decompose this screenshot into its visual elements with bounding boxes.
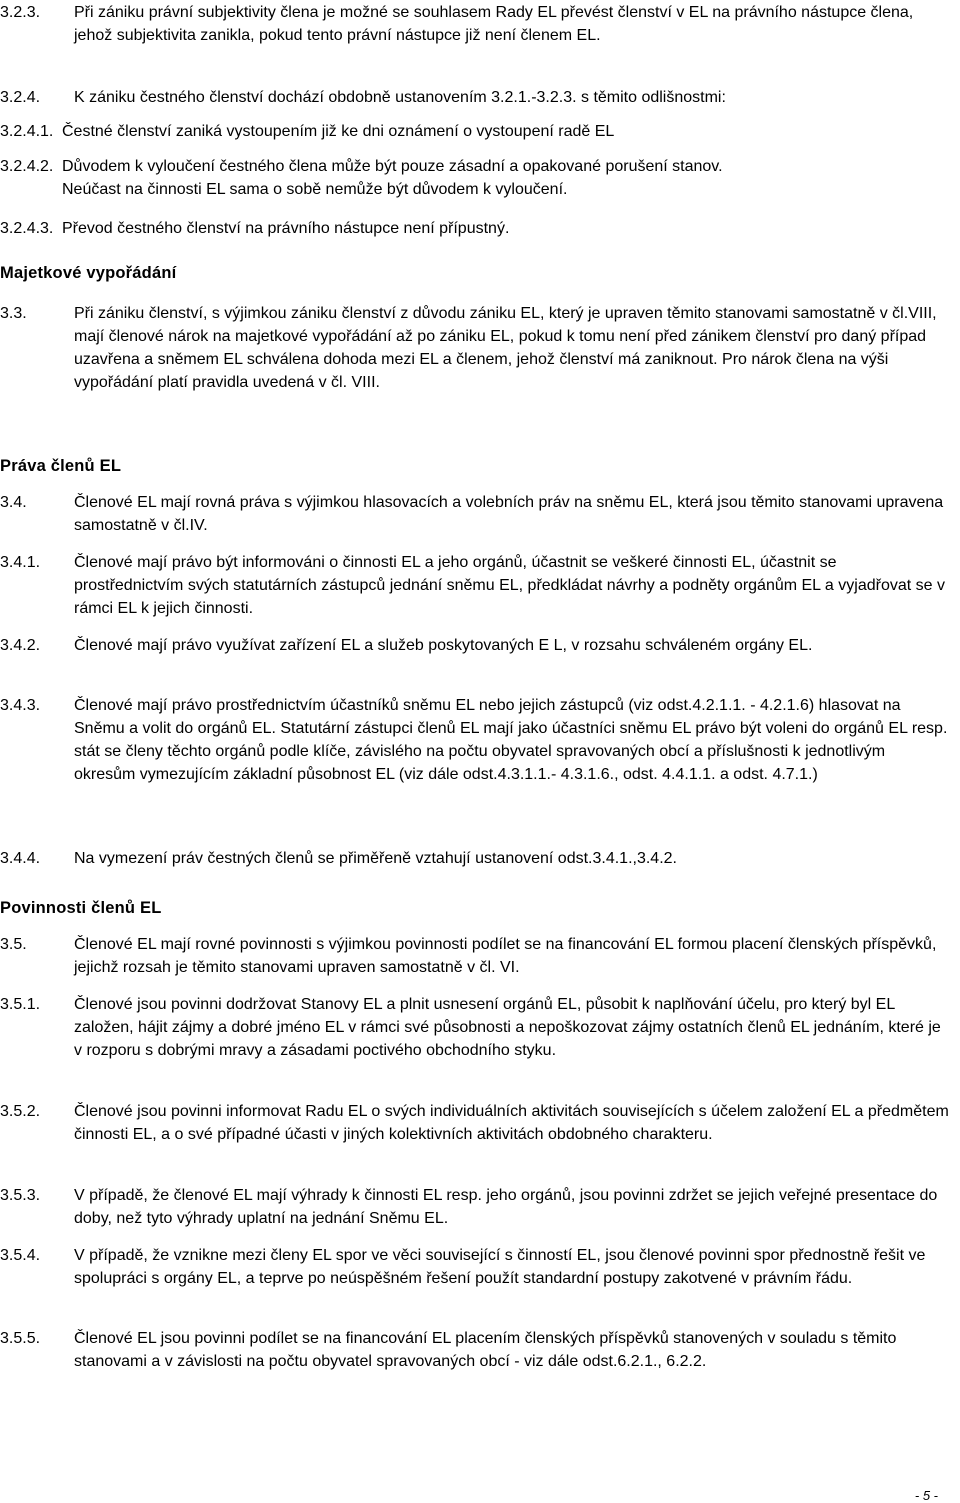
section-heading-povinnosti: Povinnosti členů EL: [0, 899, 162, 917]
section-heading-majetkove: Majetkové vypořádání: [0, 264, 177, 282]
paragraph-number: 3.4.2.: [0, 637, 41, 654]
paragraph-text: Členové mají právo být informováni o činnosti EL a jeho orgánů, účastnit se veškeré činnosti EL, účastnit se prostřednictvím svých statutárních zástupců jednání sněmu EL, předkládat návrhy a podněty orgánům EL a vyjadřovat se v rámci EL k jejich činnosti.: [74, 554, 945, 617]
paragraph-text: Členové EL jsou povinni podílet se na financování EL placením členských příspěvků stanovených v souladu s těmito stanovami a v závislosti na počtu obyvatel spravovaných obcí - viz dále odst.6.2.1., 6.2.2.: [74, 1330, 897, 1370]
paragraph-text: Členové jsou povinni dodržovat Stanovy EL a plnit usnesení orgánů EL, působit k naplňování účelu, pro který byl EL založen, hájit zájmy a dobré jméno EL v rámci své působnosti a nepoškozovat zájmy ostatních členů EL jednáním, které je v rozporu s dobrými mravy a zásadami poctivého obchodního styku.: [74, 996, 941, 1059]
paragraph-number: 3.2.4.: [0, 89, 41, 106]
paragraph-text: Důvodem k vyloučení čestného člena může být pouze zásadní a opakované porušení stanov.: [62, 158, 723, 175]
paragraph-text: Při zániku právní subjektivity člena je možné se souhlasem Rady EL převést členství v EL na právního nástupce člena, jehož subjektivita zanikla, pokud tento právní nástupce již není členem EL.: [74, 4, 914, 44]
paragraph-text: Na vymezení práv čestných členů se přiměřeně vztahují ustanovení odst.3.4.1.,3.4.2.: [74, 850, 677, 867]
paragraph-number: 3.2.4.1.: [0, 123, 54, 140]
paragraph-number: 3.4.3.: [0, 697, 41, 714]
paragraph-number: 3.2.4.2.: [0, 158, 54, 175]
paragraph-number: 3.4.: [0, 494, 27, 511]
paragraph-number: 3.5.4.: [0, 1247, 41, 1264]
paragraph-text: V případě, že vznikne mezi členy EL spor ve věci související s činností EL, jsou členové povinni spor přednostně řešit ve spolupráci s orgány EL, a teprve po neúspěšném řešení použít standardní postupy zakotvené v právním řádu.: [74, 1247, 926, 1287]
paragraph-number: 3.5.5.: [0, 1330, 41, 1347]
paragraph-text: Čestné členství zaniká vystoupením již ke dni oznámení o vystoupení radě EL: [62, 123, 615, 140]
paragraph-text: Převod čestného členství na právního nástupce není přípustný.: [62, 220, 510, 237]
paragraph-number: 3.4.1.: [0, 554, 41, 571]
section-heading-prava: Práva členů EL: [0, 457, 122, 475]
paragraph-number: 3.5.: [0, 936, 27, 953]
page-number: - 5 -: [914, 1488, 938, 1503]
paragraph-number: 3.5.2.: [0, 1103, 41, 1120]
paragraph-text: Při zániku členství, s výjimkou zániku členství z důvodu zániku EL, který je upraven těmito stanovami samostatně v čl.VIII, mají členové nárok na majetkové vypořádání až po zániku EL, pokud k tomu není před zánikem členství pro daný případ uzavřena a sněmem EL schválena dohoda mezi EL a členem, jehož členství má zaniknout. Pro nárok člena na výši vypořádání platí pravidla uvedená v čl. VIII.: [74, 305, 937, 391]
paragraph-text: Členové EL mají rovné povinnosti s výjimkou povinnosti podílet se na financování EL formou placení členských příspěvků, jejichž rozsah je těmito stanovami upraven samostatně v čl. VI.: [74, 936, 937, 976]
paragraph-number: 3.2.4.3.: [0, 220, 54, 237]
paragraph-number: 3.5.3.: [0, 1187, 41, 1204]
paragraph-number: 3.5.1.: [0, 996, 41, 1013]
paragraph-text: Členové mají právo prostřednictvím účastníků sněmu EL nebo jejich zástupců (viz odst.4.2.1.1. - 4.2.1.6) hlasovat na Sněmu a volit do orgánů EL. Statutární zástupci členů EL mají jako účastníci sněmu EL právo být voleni do orgánů EL resp. stát se členy těchto orgánů podle klíče, závislého na počtu obyvatel spravovaných obcí a příslušnosti k jednotlivým okresům vymezujícím základní působnost EL (viz dále odst.4.3.1.1.- 4.3.1.6., odst. 4.4.1.1. a odst. 4.7.1.): [74, 697, 948, 783]
paragraph-number: 3.3.: [0, 305, 27, 322]
paragraph-text-continued: Neúčast na činnosti EL sama o sobě nemůže být důvodem k vyloučení.: [62, 181, 568, 198]
paragraph-text: V případě, že členové EL mají výhrady k činnosti EL resp. jeho orgánů, jsou povinni zdržet se jejich veřejné presentace do doby, než tyto výhrady uplatní na jednání Sněmu EL.: [74, 1187, 938, 1227]
paragraph-text: Členové jsou povinni informovat Radu EL o svých individuálních aktivitách souvisejících s účelem založení EL a předmětem činnosti EL, a o své případné účasti v jiných kolektivních aktivitách obdobného charakteru.: [74, 1103, 949, 1143]
paragraph-text: Členové mají právo využívat zařízení EL a služeb poskytovaných E L, v rozsahu schváleném orgány EL.: [74, 637, 813, 654]
paragraph-number: 3.4.4.: [0, 850, 41, 867]
paragraph-number: 3.2.3.: [0, 4, 41, 21]
paragraph-text: Členové EL mají rovná práva s výjimkou hlasovacích a volebních práv na sněmu EL, která jsou těmito stanovami upravena samostatně v čl.IV.: [74, 494, 944, 534]
paragraph-text: K zániku čestného členství dochází obdobně ustanovením 3.2.1.-3.2.3. s těmito odlišnostmi:: [74, 89, 726, 106]
